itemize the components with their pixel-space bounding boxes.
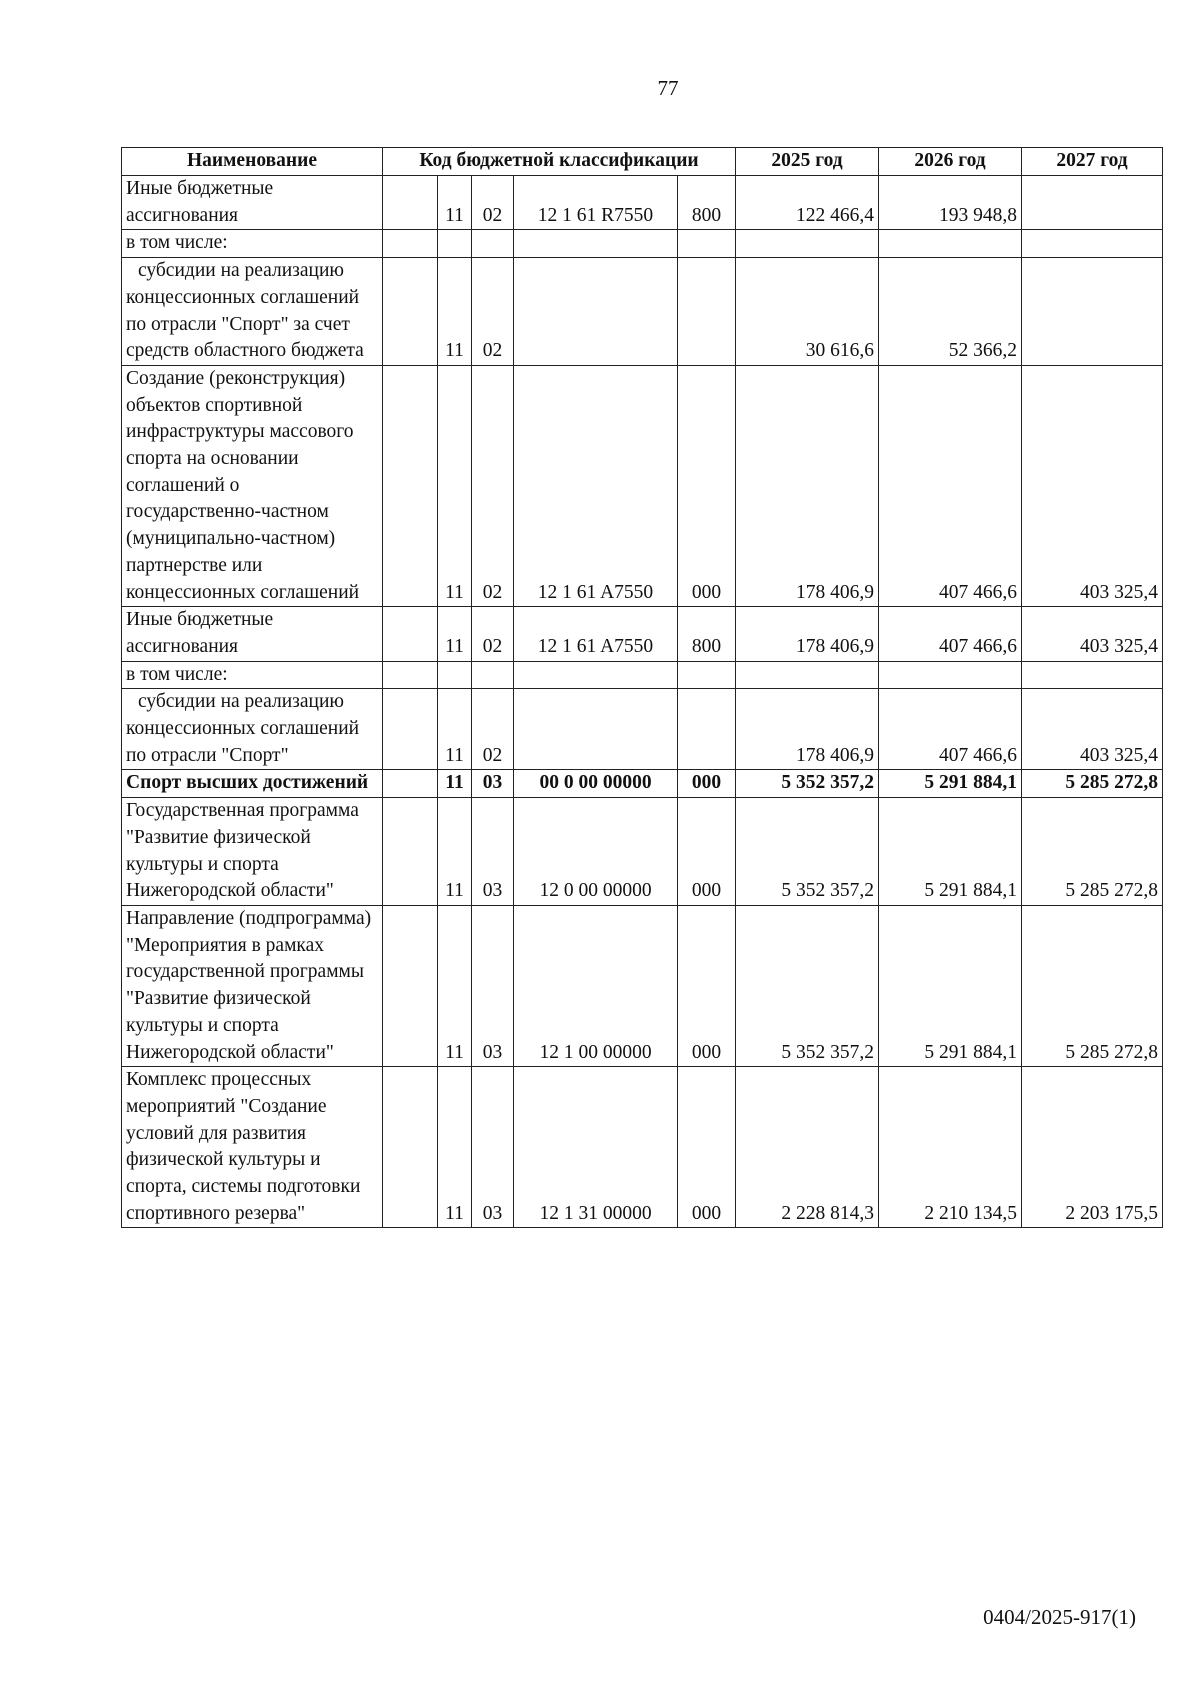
row-value-2027: [1022, 176, 1163, 230]
row-value-2026: [879, 661, 1022, 689]
row-code-subsection: 03: [472, 1067, 514, 1228]
row-code-subsection: 02: [472, 607, 514, 661]
row-code-expense-type: 800: [678, 176, 736, 230]
row-code-target: 12 0 00 00000: [514, 798, 678, 906]
row-name: Иные бюджетные ассигнования: [122, 176, 383, 230]
row-value-2025: 2 228 814,3: [736, 1067, 879, 1228]
row-name-text: субсидии на реализацию концессионных соглашений по отрасли "Спорт" за счет средств областного бюджета: [126, 260, 364, 362]
row-value-2025: [736, 230, 879, 258]
table-row: [122, 176, 1163, 230]
row-value-2026: 407 466,6: [879, 365, 1022, 606]
row-code-section: 11: [438, 798, 472, 906]
row-name: Иные бюджетные ассигнования: [122, 607, 383, 661]
row-value-2027: 403 325,4: [1022, 607, 1163, 661]
row-code-1: [383, 661, 438, 689]
row-code-expense-type: 000: [678, 770, 736, 798]
document-code: 0404/2025-917(1): [983, 1605, 1136, 1629]
row-value-2027: [1022, 258, 1163, 366]
row-value-2026: 5 291 884,1: [879, 770, 1022, 798]
header-2027: 2027 год: [1022, 148, 1163, 176]
row-value-2025: 5 352 357,2: [736, 798, 879, 906]
header-2025: 2025 год: [736, 148, 879, 176]
row-code-section: 11: [438, 365, 472, 606]
row-value-2025: 30 616,6: [736, 258, 879, 366]
row-code-target: [514, 230, 678, 258]
row-code-1: [383, 905, 438, 1066]
row-name: в том числе:: [122, 230, 383, 258]
row-name: [122, 689, 383, 770]
row-value-2026: 407 466,6: [879, 689, 1022, 770]
row-code-1: [383, 689, 438, 770]
row-code-target: [514, 661, 678, 689]
row-code-subsection: 02: [472, 258, 514, 366]
row-value-2026: [879, 230, 1022, 258]
header-2026: 2026 год: [879, 148, 1022, 176]
row-code-target: 12 1 61 A7550: [514, 607, 678, 661]
row-value-2025: 178 406,9: [736, 607, 879, 661]
row-value-2026: 193 948,8: [879, 176, 1022, 230]
table-row: [122, 905, 1163, 1066]
row-value-2026: 5 291 884,1: [879, 905, 1022, 1066]
row-code-section: 11: [438, 689, 472, 770]
row-name: Государственная программа "Развитие физической культуры и спорта Нижегородской области": [122, 798, 383, 906]
header-name: Наименование: [122, 148, 383, 176]
header-code: Код бюджетной классификации: [383, 148, 736, 176]
table-header-row: [122, 148, 1163, 176]
row-code-subsection: 02: [472, 176, 514, 230]
row-code-subsection: 03: [472, 905, 514, 1066]
table-row: [122, 661, 1163, 689]
row-code-section: 11: [438, 770, 472, 798]
row-value-2027: 403 325,4: [1022, 689, 1163, 770]
page-number: 77: [657, 76, 679, 100]
row-name: Спорт высших достижений: [122, 770, 383, 798]
row-code-target: 12 1 31 00000: [514, 1067, 678, 1228]
row-code-target: 12 1 61 A7550: [514, 365, 678, 606]
row-code-1: [383, 365, 438, 606]
row-value-2026: 2 210 134,5: [879, 1067, 1022, 1228]
table-row: [122, 607, 1163, 661]
row-code-1: [383, 607, 438, 661]
table-row: [122, 258, 1163, 366]
row-code-expense-type: 000: [678, 1067, 736, 1228]
row-code-expense-type: 000: [678, 905, 736, 1066]
row-code-expense-type: 000: [678, 365, 736, 606]
row-code-expense-type: 000: [678, 798, 736, 906]
row-code-target: [514, 258, 678, 366]
row-code-expense-type: [678, 689, 736, 770]
row-code-section: 11: [438, 1067, 472, 1228]
row-code-1: [383, 258, 438, 366]
row-value-2025: 5 352 357,2: [736, 770, 879, 798]
row-code-section: 11: [438, 176, 472, 230]
row-name-text: субсидии на реализацию концессионных соглашений по отрасли "Спорт": [126, 691, 360, 766]
row-code-subsection: [472, 230, 514, 258]
row-code-expense-type: [678, 258, 736, 366]
row-value-2026: 407 466,6: [879, 607, 1022, 661]
row-code-subsection: 02: [472, 365, 514, 606]
row-code-section: 11: [438, 607, 472, 661]
row-value-2025: 122 466,4: [736, 176, 879, 230]
row-value-2027: [1022, 230, 1163, 258]
budget-table: [121, 147, 1163, 1228]
row-code-1: [383, 230, 438, 258]
row-code-1: [383, 1067, 438, 1228]
row-code-section: 11: [438, 905, 472, 1066]
row-code-subsection: 03: [472, 798, 514, 906]
row-value-2027: 5 285 272,8: [1022, 770, 1163, 798]
row-code-subsection: [472, 661, 514, 689]
row-value-2026: 52 366,2: [879, 258, 1022, 366]
row-code-section: [438, 230, 472, 258]
row-code-1: [383, 798, 438, 906]
row-name: Создание (реконструкция) объектов спортивной инфраструктуры массового спорта на основании соглашений о государственно-частном (муниципально-частном) партнерстве или концессионных соглашений: [122, 365, 383, 606]
row-value-2027: [1022, 661, 1163, 689]
row-value-2027: 5 285 272,8: [1022, 905, 1163, 1066]
row-value-2025: 5 352 357,2: [736, 905, 879, 1066]
row-code-1: [383, 770, 438, 798]
row-code-target: [514, 689, 678, 770]
row-name: в том числе:: [122, 661, 383, 689]
table-row: [122, 1067, 1163, 1228]
row-value-2025: 178 406,9: [736, 365, 879, 606]
row-value-2027: 5 285 272,8: [1022, 798, 1163, 906]
row-value-2026: 5 291 884,1: [879, 798, 1022, 906]
row-value-2025: 178 406,9: [736, 689, 879, 770]
row-code-expense-type: [678, 661, 736, 689]
row-code-1: [383, 176, 438, 230]
row-code-section: [438, 661, 472, 689]
table-row: [122, 798, 1163, 906]
row-code-section: 11: [438, 258, 472, 366]
row-code-target: 12 1 00 00000: [514, 905, 678, 1066]
row-code-target: 12 1 61 R7550: [514, 176, 678, 230]
row-code-expense-type: 800: [678, 607, 736, 661]
table-row: [122, 689, 1163, 770]
row-code-subsection: 02: [472, 689, 514, 770]
row-code-subsection: 03: [472, 770, 514, 798]
table-row: [122, 230, 1163, 258]
row-code-target: 00 0 00 00000: [514, 770, 678, 798]
row-code-expense-type: [678, 230, 736, 258]
table-row-section-total: [122, 770, 1163, 798]
row-name: Направление (подпрограмма) "Мероприятия в рамках государственной программы "Развитие физической культуры и спорта Нижегородской области": [122, 905, 383, 1066]
row-value-2027: 2 203 175,5: [1022, 1067, 1163, 1228]
row-value-2027: 403 325,4: [1022, 365, 1163, 606]
table-row: [122, 365, 1163, 606]
row-name: [122, 258, 383, 366]
row-name: Комплекс процессных мероприятий "Создание условий для развития физической культуры и спорта, системы подготовки спортивного резерва": [122, 1067, 383, 1228]
row-value-2025: [736, 661, 879, 689]
